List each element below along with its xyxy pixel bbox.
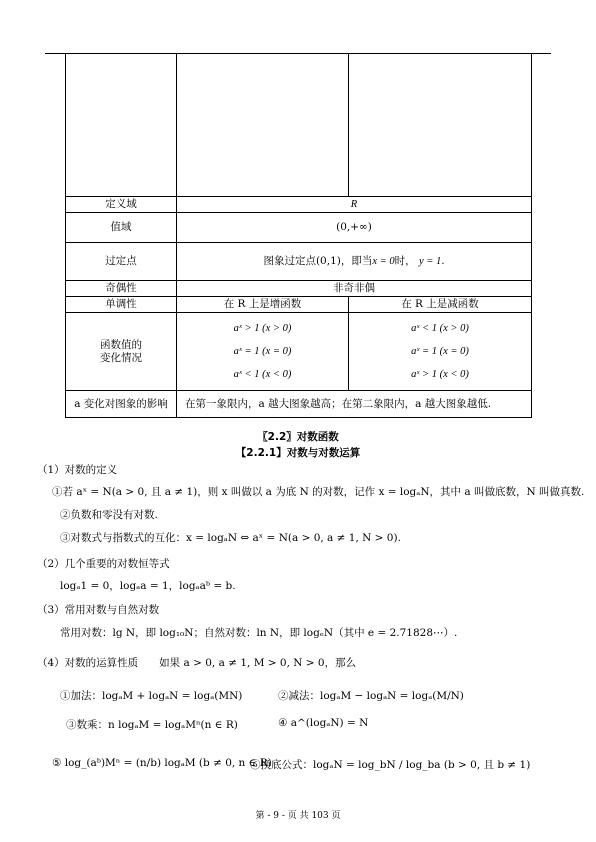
value-change-row — [66, 313, 532, 391]
fixed-point-row — [66, 243, 532, 281]
graph-cell-a-lt-1 — [349, 54, 532, 197]
value-change-a-lt-1: aˣ < 1 (x > 0) aˣ = 1 (x = 0) aˣ > 1 (x < 0) — [349, 313, 532, 391]
range-label: 值域 — [66, 213, 177, 243]
log-power-base-rule: ⑤ log_(aᵇ)Mⁿ = (n/b) logₐM (b ≠ 0, n ∈ R) — [52, 757, 272, 769]
log-scalar-rule: ③数乘：n logₐM = logₐMⁿ(n ∈ R) — [66, 719, 238, 731]
subsection-title: 【2.2.1】对数与对数运算 — [235, 447, 361, 459]
graph-row — [66, 54, 532, 197]
log-change-of-base-rule: ⑥换底公式：logₐN = log_bN / log_ba (b > 0, 且 b ≠ 1) — [250, 759, 531, 771]
parity-value: 非奇非偶 — [177, 281, 532, 297]
parity-row — [66, 281, 532, 297]
log-inverse-rule: ④ a^(logₐN) = N — [278, 717, 369, 729]
section-title: 〖2.2〗对数函数 — [257, 431, 339, 443]
domain-row — [66, 197, 532, 213]
effect-value: 在第一象限内，a 越大图象越高；在第二象限内，a 越大图象越低. — [177, 391, 532, 418]
log-identities-text: logₐ1 = 0，logₐa = 1，logₐaᵇ = b. — [60, 580, 236, 592]
log-definition-text: ①若 aˣ = N(a > 0, 且 a ≠ 1)，则 x 叫做以 a 为底 N 的对数，记作 x = logₐN，其中 a 叫做底数，N 叫做真数. — [52, 486, 585, 498]
fixed-point-value: 图象过定点(0,1)，即当x = 0时， y = 1. — [177, 243, 532, 281]
heading-log-operations: （4）对数的运算性质 如果 a > 0, a ≠ 1, M > 0, N > 0，那么 — [37, 657, 357, 669]
parity-label: 奇偶性 — [66, 281, 177, 297]
effect-label: a 变化对图象的影响 — [66, 391, 177, 418]
no-log-negative-text: ②负数和零没有对数. — [60, 509, 158, 521]
monotonicity-increasing: 在 R 上是增函数 — [177, 297, 349, 313]
domain-value: R — [177, 197, 532, 213]
monotonicity-decreasing: 在 R 上是减函数 — [349, 297, 532, 313]
range-row — [66, 213, 532, 243]
graph-label-cell — [66, 54, 177, 197]
monotonicity-label: 单调性 — [66, 297, 177, 313]
heading-log-definition: （1）对数的定义 — [37, 464, 118, 476]
effect-row — [66, 391, 532, 418]
value-change-a-gt-1: aˣ > 1 (x > 0) aˣ = 1 (x = 0) aˣ < 1 (x < 0) — [177, 313, 349, 391]
heading-log-identities: （2）几个重要的对数恒等式 — [37, 558, 170, 570]
exponential-function-table — [65, 53, 532, 418]
fixed-point-label: 过定点 — [66, 243, 177, 281]
page-footer: 第 - 9 - 页 共 103 页 — [255, 811, 341, 821]
graph-cell-a-gt-1 — [177, 54, 349, 197]
monotonicity-row — [66, 297, 532, 313]
heading-common-natural-log: （3）常用对数与自然对数 — [37, 604, 160, 616]
common-natural-log-text: 常用对数：lg N，即 log₁₀N；自然对数：ln N，即 logₑN（其中 e = 2.71828⋯）. — [60, 627, 458, 639]
range-value: (0,+∞) — [177, 213, 532, 243]
log-exp-conversion-text: ③对数式与指数式的互化：x = logₐN ⇔ aˣ = N(a > 0, a ≠ 1, N > 0). — [60, 532, 401, 544]
value-change-label: 函数值的 变化情况 — [66, 313, 177, 391]
log-addition-rule: ①加法：logₐM + logₐN = logₐ(MN) — [60, 690, 243, 702]
domain-label: 定义域 — [66, 197, 177, 213]
log-subtraction-rule: ②减法：logₐM − logₐN = logₐ(M/N) — [278, 690, 464, 702]
